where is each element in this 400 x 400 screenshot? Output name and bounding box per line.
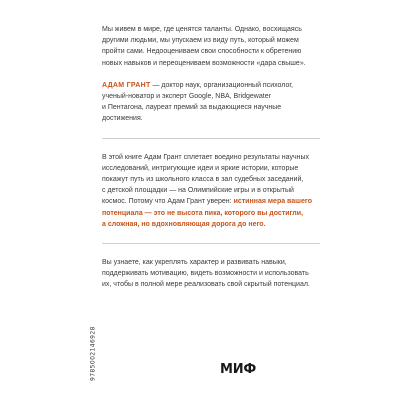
about-line: покажут путь из школьного класса в зал судебных заседаний,	[102, 176, 304, 184]
intro-line: Мы живем в мире, где ценятся таланты. Однако, восхищаясь	[102, 26, 302, 33]
about-line: В этой книге Адам Грант сплетает воедино результаты научных	[102, 153, 309, 161]
section-divider	[102, 138, 320, 139]
author-line: ученый-новатор и эксперт Google, NBA, Bridgewater	[102, 93, 271, 101]
publisher-logo: МИФ	[220, 362, 257, 377]
outro-paragraph	[102, 257, 320, 291]
intro-line: другими людьми, мы упускаем из виду путь, который можем	[102, 37, 299, 45]
section-divider	[102, 243, 320, 244]
about-line: космос. Потому что Адам Грант уверен:	[102, 198, 234, 206]
highlight-line: а сложная, но вдохновляющая дорога до него.	[102, 220, 266, 228]
outro-line: их, чтобы в полной мере реализовать свой скрытый потенциал.	[102, 281, 310, 289]
author-line: — доктор наук, организационный психолог,	[150, 81, 293, 89]
highlight-line: истинная мера вашего	[233, 198, 312, 206]
outro-line: поддерживать мотивацию, видеть возможности и использовать	[102, 270, 309, 278]
intro-line: пройти сами. Недооцениваем свои способности к обретению	[102, 48, 302, 56]
intro-line: новых навыков и переоцениваем возможности «дара свыше».	[102, 59, 306, 67]
about-line: с детской площадки — на Олимпийские игры и в открытый	[102, 187, 294, 195]
author-line: и Пентагона, лауреат премий за выдающиеся научные	[102, 104, 282, 112]
isbn-number: 9785002146928	[89, 326, 96, 381]
highlight-line: потенциала — это не высота пика, которого вы достигли,	[102, 209, 303, 217]
isbn-barcode	[88, 300, 96, 382]
cover-text-column	[102, 24, 320, 291]
author-paragraph	[102, 80, 320, 125]
intro-paragraph	[102, 24, 320, 69]
author-line: достижения.	[102, 115, 143, 123]
author-name: АДАМ ГРАНТ	[102, 81, 151, 89]
outro-line: Вы узнаете, как укреплять характер и развивать навыки,	[102, 259, 287, 267]
about-line: исследований, интригующие идеи и яркие истории, которые	[102, 164, 299, 172]
about-paragraph	[102, 152, 320, 230]
